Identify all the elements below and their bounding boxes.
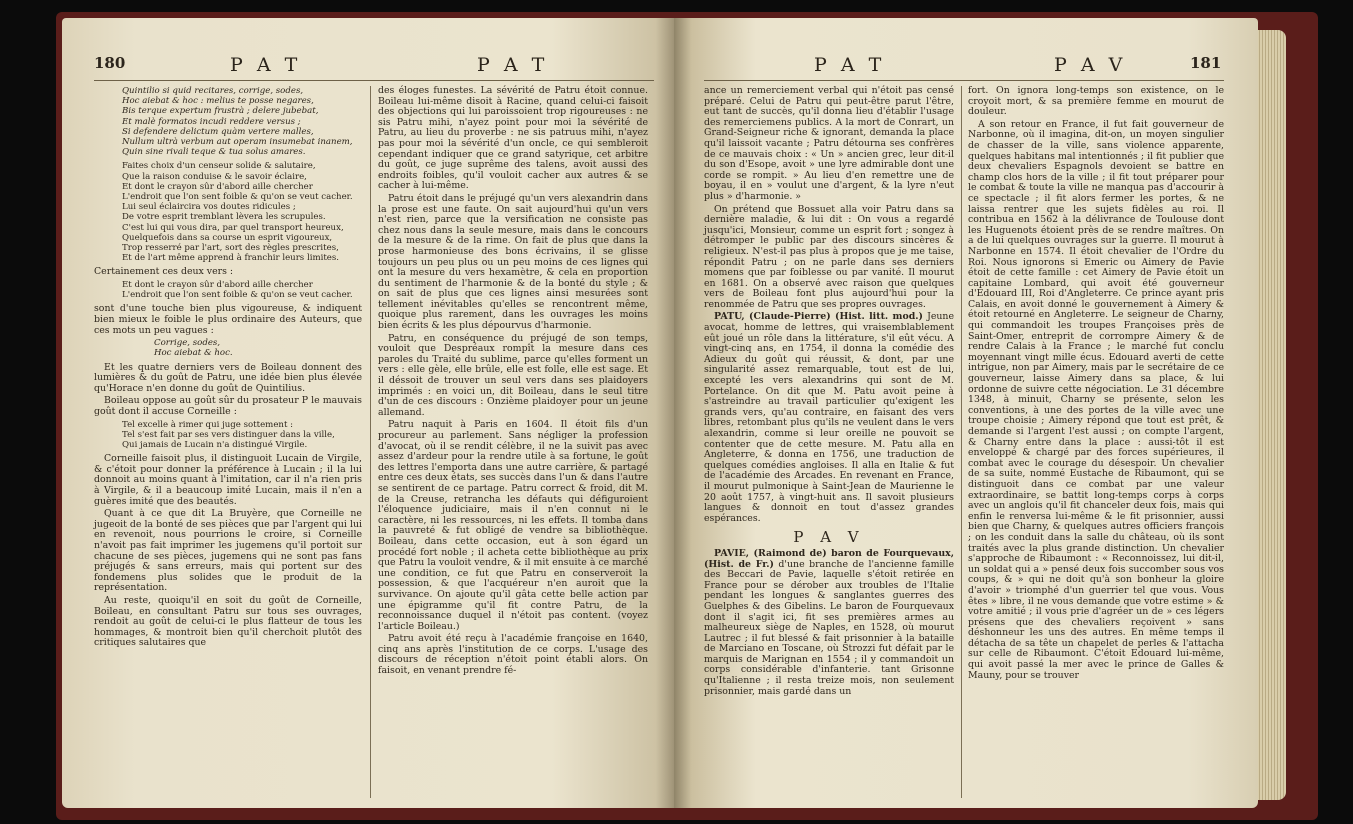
right-header-col1: P A T (814, 54, 886, 76)
paragraph: Boileau oppose au goût sûr du prosateur P le mauvais goût dont il accuse Corneille : (94, 395, 362, 418)
section-heading: P A V (793, 528, 865, 547)
header-rule (704, 80, 1224, 81)
left-column-2 (378, 86, 648, 804)
right-column-1 (704, 86, 954, 804)
paragraph: Au reste, quoiqu'il en soit du goût de Corneille, Boileau, en consultant Patru sur tous ses ouvrages, rendoit au goût de celui-ci le plus flatteur de tous les hommages, & montroit bien qu'il cherchoit plutôt des critiques salutaires que (94, 594, 362, 649)
quoted-verse: Tel excelle à rimer qui juge sottement : Tel s'est fait par ses vers distinguer dans la ville, Qui jamais de Lucain n'a distingué Virgile. (122, 419, 335, 451)
left-header-col1: P A T (230, 54, 302, 76)
quoted-verse: Et dont le crayon sûr d'abord aille chercher L'endroit que l'on sent foible & qu'on se veut cacher. (122, 280, 353, 301)
right-column-2 (968, 86, 1224, 804)
paragraph: Patru avoit été reçu à l'académie françoise en 1640, cinq ans après l'institution de ce corps. L'usage des discours de réception n'étoit point établi alors. On faisoit, en venant prendre fé- (378, 633, 648, 677)
entry-heading: PAVIE, (Raimond de) baron de Fourquevaux, (Hist. de Fr.) (704, 547, 954, 570)
paragraph: Corneille faisoit plus, il distinguoit Lucain de Virgile, & c'étoit pour donner la préférence à Lucain ; il la lui donnoit au moins quant à l'imitation, car il n'a rien pris à Virgile, & il a beaucoup imité Lucain, mais il n'en a guères imité que des beautés. (94, 453, 362, 507)
paragraph: Patru étoit dans le préjugé qu'un vers alexandrin dans la prose est une faute. On sait aujourd'hui qu'un vers n'est rien, parce que la versification ne consiste pas chez nous dans la seule mesure, mais dans le concours de la mesure & de la rime. On fait de plus que dans la prose harmonieuse des bons écrivains, il se glisse toujours un peu plus ou un peu moins de ces lignes qui ont la mesure du vers hexamètre, & cela en proportion du sentiment de l'harmonie & de la bonté du style ; & on sait de plus que ces lignes ainsi mesurées sont tellement inévitables qu'elles se rencontrent même, quoique plus rarement, dans les ouvrages les moins bien écrits & les plus dépourvus d'harmonie. (378, 192, 648, 332)
left-page (62, 18, 674, 808)
right-page-number: 181 (1190, 54, 1222, 72)
paragraph: PATU, (Claude-Pierre) (Hist. litt. mod.) Jeune avocat, homme de lettres, qui vraisemblablement eût joué un rôle dans la littérature, s'il eût vécu. A vingt-cinq ans, en 1754, il donna la comédie des Adieux du goût qui réussit, & dont, par une singularité assez remarquable, tout est de lui, excepté les vers alexandrins qui sont de M. Portelance. On dit que M. Patu avoit peine à s'astreindre au travail particulier qu'exigent les grands vers, qu'au contraire, en faisant des vers libres, retombant plus qu'ils ne veulent dans le vers alexandrin, comme si leur oreille ne pouvoit se contenter que de cette mesure. M. Patu alla en Angleterre, & donna en 1756, une traduction de quelques comédies angloises. Il alla en Italie & fut de l'académie des Arcades. En revenant en France, il mourut pulmonique à Saint-Jean de Maurienne le 20 août 1757, à vingt-huit ans. Il savoit plusieurs langues & donnoit en tout d'assez grandes espérances. (704, 311, 954, 524)
left-column-1 (94, 86, 362, 804)
right-page (674, 18, 1258, 808)
paragraph: Quant à ce que dit La Bruyère, que Corneille ne jugeoit de la bonté de ses pièces que par l'argent qui lui en revenoit, nous pourrions le croire, si Corneille n'avoit pas fait imprimer les jugemens qu'il portoit sur chacune de ses pièces, jugemens qui ne sont pas fans préjugés & sans erreurs, mais qui portent sur des fondemens plus solides que le produit de la représentation. (94, 508, 362, 594)
column-rule (961, 86, 962, 798)
paragraph: fort. On ignora long-temps son existence, on le croyoit mort, & sa première femme en mourut de douleur. (968, 85, 1224, 118)
paragraph: Patru naquit à Paris en 1604. Il étoit fils d'un procureur au parlement. Sans négliger la profession d'avocat, où il se rendit célèbre, il ne la suivit pas avec assez d'ardeur pour la rendre utile à sa fortune, le goût des lettres l'emporta dans une autre carrière, & partagé entre ces deux états, ses succès dans l'un & dans l'autre se sentirent de ce partage. Patru correct & froid, dit M. de la Creuse, retrancha les défauts qui défiguroient l'éloquence judiciaire, mais il n'en connut ni le caractère, ni les ressources, ni les effets. Il tomba dans la pauvreté & fut obligé de vendre sa bibliothèque. Boileau, dans cette occasion, eut à son égard un procédé fort noble ; il acheta cette bibliothèque au prix que Patru la vouloit vendre, & il mit ensuite à ce marché une condition, ce fut que Patru en conserveroit la possession, & que l'acquéreur n'en auroit que la survivance. On ajoute qu'il gâta cette belle action par une épigramme qu'il fit contre Patru, de la reconnoissance duquel il n'étoit pas content. (voyez l'article Boileau.) (378, 419, 648, 632)
left-header-col2: P A T (477, 54, 549, 76)
entry-heading: PATU, (Claude-Pierre) (Hist. litt. mod.) (714, 311, 923, 323)
paragraph: des éloges funestes. La sévérité de Patru étoit connue. Boileau lui-même disoit à Racine, quand celui-ci faisoit des objections qui lui paroissoient trop rigoureuses : ne sis Patru mihi, n'ayez point pour moi la sévérité de Patru, au lieu du proverbe : ne sis patruus mihi, n'ayez pas pour moi la sévérité d'un oncle, ce qui sembleroit cependant indiquer que ce grand satyrique, cet arbitre du goût, ce juge suprême des talens, avoit aussi des endroits foibles, qu'il vouloit cacher aux autres & se cacher à lui-même. (378, 85, 648, 192)
paragraph: On prétend que Bossuet alla voir Patru dans sa dernière maladie, & lui dit : On vous a regardé jusqu'ici, Monsieur, comme un esprit fort ; songez à détromper le public par des discours sincères & religieux. N'est-il pas plus à propos que je me taise, répondit Patru ; on ne parle dans ses derniers momens que par foiblesse ou par vanité. Il mourut en 1681. On a observé avec raison que quelques vers de Boileau font plus aujourd'hui pour la renommée de Patru que ses propres ouvrages. (704, 203, 954, 310)
paragraph: ance un remerciement verbal qui n'étoit pas censé préparé. Celui de Patru qui peut-être parut l'être, eut tant de succès, qu'il donna lieu d'établir l'usage des remerciemens publics. A la mort de Conrart, un Grand-Seigneur riche & ignorant, demanda la place qu'il laissoit vacante ; Patru détourna ses confrères de ce mauvais choix : « Un » ancien grec, leur dit-il du son d'Esope, avoit » une lyre admirable dont une corde se rompit. » Au lieu d'en remettre une de boyau, il en » voulut une d'argent, & la lyre n'eut plus » d'harmonie. » (704, 85, 954, 202)
right-header-col2: P A V (1054, 54, 1127, 76)
paragraph: Certainement ces deux vers : (94, 266, 234, 278)
paragraph: PAVIE, (Raimond de) baron de Fourquevaux, (Hist. de Fr.) d'une branche de l'ancienne famille des Beccari de Pavie, laquelle s'étoit retirée en France pour se dérober aux troubles de l'Italie pendant les longues & sanglantes guerres des Guelphes & des Gibelins. Le baron de Fourquevaux dont il s'agit ici, fit ses premières armes au malheureux siège de Naples, en 1528, où mourut Lautrec ; il fut blessé & fait prisonnier à la bataille de Marciano en Toscane, où Strozzi fut défait par le marquis de Marignan en 1554 ; il y commandoit un corps considérable d'infanterie. tant Grisonne qu'Italienne ; il resta treize mois, non seulement prisonnier, mais gardé dans un (704, 547, 955, 697)
quoted-verse: Corrige, sodes, Hoc aiebat & hoc. (154, 338, 233, 359)
paragraph: Et les quatre derniers vers de Boileau donnent des lumières & du goût de Patru, une idée bien plus élevée qu'Horace n'en donne du goût de Quintilius. (94, 361, 362, 394)
column-rule (370, 86, 371, 798)
header-rule (94, 80, 654, 81)
latin-verse: Quintilio si quid recitares, corrige, sodes, Hoc aiebat & hoc : melius te posse negares, Bis terque expertum frustrà ; delere jubebat, Et malè formatos incudi reddere versus ; Si defendere delictum quàm vertere malles, Nullum ultrà verbum aut operam insumebat inanem, Quin sine rivali teque & tua solus amares. (122, 86, 353, 158)
paragraph: Patru, en conséquence du préjugé de son temps, vouloit que Despréaux rompît la mesure dans ces paroles du Traité du sublime, parce qu'elles forment un vers : elle gèle, elle brûle, elle est folle, elle est sage. Et il déssoit de trouver un seul vers dans ses plaidoyers imprimés : en voici un, dit Boileau, dans le seul titre d'un de ces discours : Onzième plaidoyer pour un jeune allemand. (378, 332, 648, 418)
french-verse: Faites choix d'un censeur solide & salutaire, Que la raison conduise & le savoir éclaire, Et dont le crayon sûr d'abord aille chercher L'endroit que l'on sent foible & qu'on se veut cacher. Lui seul éclaircira vos doutes ridicules ; De votre esprit tremblant lèvera les scrupules. C'est lui qui vous dira, par quel transport heureux, Quelquefois dans sa course un esprit vigoureux, Trop resserré par l'art, sort des règles prescrites, Et de l'art même apprend à franchir leurs limites. (122, 161, 353, 264)
open-book (62, 18, 1312, 818)
paragraph: A son retour en France, il fut fait gouverneur de Narbonne, où il imagina, dit-on, un moyen singulier de chasser de la ville, sans violence apparente, quelques habitans mal intentionnés ; il fit publier que deux chevaliers Espagnols devoient se battre en champ clos hors de la ville ; il fit tout préparer pour le combat & toute la ville ne manqua pas d'accourir à ce spectacle ; il fit alors fermer les portes, & ne laissa rentrer que les sujets fidèles au roi. Il contribua en 1562 à la délivrance de Toulouse dont les Huguenots étoient près de se rendre maîtres. On a de lui quelques ouvrages sur la guerre. Il mourut à Narbonne en 1574. Il étoit chevalier de l'Ordre du Roi. Nous ignorons si Emeric ou Aimery de Pavie étoit de cette famille : cet Aimery de Pavie étoit un capitaine Lombard, qui avoit été gouverneur d'Edouard III, Roi d'Angleterre. Ce prince ayant pris Calais, en avoit donné le gouvernement à Aimery & étoit retourné en Angleterre. Le seigneur de Charny, qui commandoit les troupes Françoises près de Saint-Omer, entreprit de corrompre Aimery & de rendre Calais à la France ; le marché fut conclu moyennant vingt mille écus. Edouard averti de cette intrigue, non par Aimery, mais par le secrétaire de ce gouverneur, laisse Aimery dans sa place, & lui ordonne de suivre cette négociation. Le 31 décembre 1348, à minuit, Charny se présente, selon les conventions, à une des portes de la ville avec une troupe choisie ; Aimery répond que tout est prêt, & demande si l'argent l'est aussi ; on compte l'argent, & Charny entre dans la place : aussi-tôt il est enveloppé & chargé par des forces supérieures, il combat avec le courage du désespoir. Un chevalier de sa suite, nommé Eustache de Ribaumont, qui se distinguoit dans ce combat par une valeur extraordinaire, se battit long-temps corps à corps avec un anglois qu'il fit chanceler deux fois, mais qui enfin le renversa lui-même & le fit prisonnier, aussi bien que Charny, & quelques autres officiers françois ; on les conduit dans la salle du château, où ils sont traités avec la plus grande distinction. Un chevalier s'approche de Ribaumont : « Reconnoissez, lui dit-il, un soldat qui a » pensé deux fois succomber sous vos coups, & » qui ne doit qu'à son bonheur la gloire d'avoir » triomphé d'un guerrier tel que vous. Vous êtes » libre, il ne vous demande que votre estime » & votre amitié ; il vous prie d'agréer un de » ces légers présens que des chevaliers reçoivent » sans déshonneur les uns des autres. En même temps il détacha de sa tête un chapelet de perles & l'attacha sur celle de Ribaumont. C'étoit Edouard lui-même, qui avoit passé la mer avec le prince de Galles & Mauny, pour se trouver (968, 118, 1224, 681)
paragraph: sont d'une touche bien plus vigoureuse, & indiquent bien mieux le foible le plus ordinaire des Auteurs, que ces mots un peu vagues : (94, 303, 362, 336)
left-page-number: 180 (94, 54, 126, 72)
